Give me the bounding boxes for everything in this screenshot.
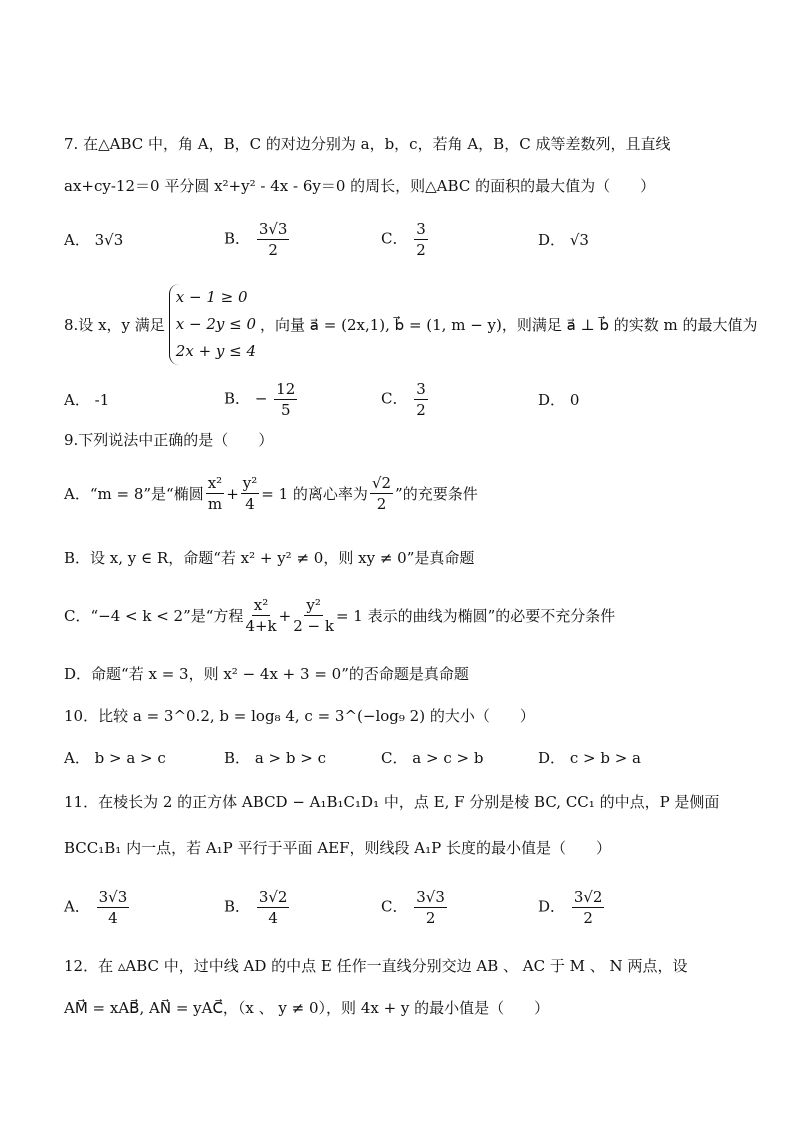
q9c-suffix: = 1 表示的曲线为椭圆”的必要不充分条件 xyxy=(335,606,616,625)
fraction-numerator: x² xyxy=(253,596,269,614)
q11-option-c xyxy=(381,888,449,927)
q7-stem-line1: 7. 在△ABC 中，角 A，B，C 的对边分别为 a，b，c，若角 A，B，C 成等差数列，且直线 xyxy=(64,135,671,153)
option-fraction xyxy=(257,888,290,927)
fraction-numerator: 3 xyxy=(416,220,426,238)
q9a-prefix: A．“m = 8”是“椭圆 xyxy=(64,484,204,503)
option-value: a > c > b xyxy=(412,749,484,767)
option-label: A． xyxy=(64,231,90,249)
option-fraction xyxy=(414,220,428,259)
q11-option-a xyxy=(64,888,131,927)
q11-stem-line1: 11．在棱长为 2 的正方体 ABCD − A₁B₁C₁D₁ 中，点 E, F 分别是棱 BC, CC₁ 的中点，P 是侧面 xyxy=(64,793,720,811)
option-label: C． xyxy=(381,897,408,916)
option-sign: − xyxy=(254,389,268,408)
option-label: A． xyxy=(64,897,90,916)
q8-constraint-system xyxy=(169,284,256,365)
option-label: A． xyxy=(64,749,90,767)
q11-stem-line2: BCC₁B₁ 内一点，若 A₁P 平行于平面 AEF，则线段 A₁P 长度的最小值是（ ） xyxy=(64,839,611,857)
q7-stem-line2: ax+cy-12＝0 平分圆 x²+y² - 4x - 6y＝0 的周长，则△ABC 的面积的最大值为（ ） xyxy=(64,177,656,195)
option-fraction xyxy=(572,888,605,927)
q9c-fraction-1 xyxy=(245,596,276,635)
option-label: C． xyxy=(381,229,408,248)
q9a-fraction-1 xyxy=(206,474,224,513)
option-value: 0 xyxy=(569,391,580,409)
option-value: -1 xyxy=(94,391,110,409)
option-fraction xyxy=(97,888,130,927)
q9a-fraction-2 xyxy=(241,474,260,513)
option-value: √3 xyxy=(569,231,589,249)
fraction-denominator: 2 xyxy=(268,241,278,259)
q7-option-d xyxy=(538,230,589,250)
q10-option-d xyxy=(538,748,641,768)
q9a-suffix: ”的充要条件 xyxy=(395,484,478,503)
q9-option-d: D．命题“若 x = 3，则 x² − 4x + 3 = 0”的否命题是真命题 xyxy=(64,665,469,683)
option-label: B． xyxy=(224,389,251,408)
fraction-denominator: 2 xyxy=(416,401,426,419)
q8-option-c xyxy=(381,380,430,419)
q8-prefix: 8.设 x，y 满足 xyxy=(64,315,165,334)
q7-option-c xyxy=(381,220,430,259)
q10-option-c xyxy=(381,748,483,768)
q9c-fraction-2 xyxy=(293,596,334,635)
option-fraction xyxy=(274,380,297,419)
q8-suffix: ，向量 a⃗ = (2x,1), b⃗ = (1, m − y)，则满足 a⃗ ⊥ b⃗ 的实数 m 的最大值为 xyxy=(260,315,758,334)
q9a-middle: = 1 的离心率为 xyxy=(261,484,368,503)
fraction-numerator: y² xyxy=(306,596,321,614)
plus-sign: + xyxy=(226,484,239,503)
option-label: B． xyxy=(224,229,251,248)
option-fraction xyxy=(257,220,290,259)
option-fraction xyxy=(414,888,447,927)
fraction-denominator: 2 xyxy=(425,909,436,927)
q10-stem: 10．比较 a = 3^0.2, b = log₈ 4, c = 3^(−log₉ 2) 的大小（ ） xyxy=(64,707,535,725)
fraction-denominator: 4+k xyxy=(245,617,277,635)
q7-option-b xyxy=(224,220,291,259)
fraction-denominator: 2 xyxy=(416,241,426,259)
q8-option-a xyxy=(64,390,109,410)
fraction-denominator: 4 xyxy=(268,909,278,927)
constraint-2: x − 2y ≤ 0 xyxy=(175,315,257,333)
q7-option-a xyxy=(64,230,123,250)
fraction-denominator: 2 − k xyxy=(293,617,334,635)
option-label: C． xyxy=(381,389,408,408)
fraction-denominator: 2 xyxy=(583,909,593,927)
q9-option-b: B．设 x, y ∈ R，命题“若 x² + y² ≠ 0，则 xy ≠ 0”是真命题 xyxy=(64,549,475,567)
q11-option-b xyxy=(224,888,291,927)
q8-stem xyxy=(64,284,758,365)
fraction-numerator: 3√2 xyxy=(573,888,603,906)
fraction-numerator: 3 xyxy=(416,380,426,398)
fraction-denominator: 4 xyxy=(108,909,118,927)
constraint-3: 2x + y ≤ 4 xyxy=(175,342,257,360)
option-label: C． xyxy=(381,749,408,767)
option-label: D． xyxy=(538,897,566,916)
fraction-denominator: 5 xyxy=(280,401,291,419)
fraction-numerator: 3√3 xyxy=(258,220,288,238)
fraction-denominator: m xyxy=(207,495,223,513)
option-label: D． xyxy=(538,231,566,249)
fraction-numerator: y² xyxy=(242,474,258,492)
option-label: B． xyxy=(224,749,251,767)
option-fraction xyxy=(414,380,428,419)
fraction-denominator: 2 xyxy=(376,495,387,513)
fraction-numerator: 3√3 xyxy=(98,888,128,906)
option-label: D． xyxy=(538,749,566,767)
plus-sign: + xyxy=(278,606,292,625)
fraction-numerator: √2 xyxy=(371,474,392,492)
option-label: D． xyxy=(538,391,566,409)
option-value: 3√3 xyxy=(94,231,124,249)
q9-option-a xyxy=(64,474,478,513)
option-value: b > a > c xyxy=(94,749,166,767)
q8-option-d xyxy=(538,390,579,410)
fraction-numerator: 12 xyxy=(276,380,296,398)
q12-stem-line1: 12．在 ▵ABC 中，过中线 AD 的中点 E 任作一直线分别交边 AB 、 AC 于 M 、 N 两点，设 xyxy=(64,957,688,975)
q10-option-b xyxy=(224,748,326,768)
fraction-numerator: 3√3 xyxy=(416,888,445,906)
option-label: B． xyxy=(224,897,251,916)
fraction-denominator: 4 xyxy=(245,495,255,513)
constraint-1: x − 1 ≥ 0 xyxy=(175,288,248,306)
q11-option-d xyxy=(538,888,606,927)
q12-stem-line2: AM⃗ = xAB⃗, AN⃗ = yAC⃗，（x 、 y ≠ 0），则 4x + y 的最小值是（ ） xyxy=(64,999,550,1017)
q9c-prefix: C．“−4 < k < 2”是“方程 xyxy=(64,606,244,625)
fraction-numerator: 3√2 xyxy=(258,888,288,906)
option-value: a > b > c xyxy=(254,749,326,767)
option-value: c > b > a xyxy=(569,749,641,767)
q9a-fraction-3 xyxy=(370,474,393,513)
q9-option-c xyxy=(64,596,615,635)
option-label: A． xyxy=(64,391,90,409)
q10-option-a xyxy=(64,748,166,768)
q9-stem: 9.下列说法中正确的是（ ） xyxy=(64,431,274,449)
q8-option-b xyxy=(224,380,299,419)
fraction-numerator: x² xyxy=(207,474,223,492)
